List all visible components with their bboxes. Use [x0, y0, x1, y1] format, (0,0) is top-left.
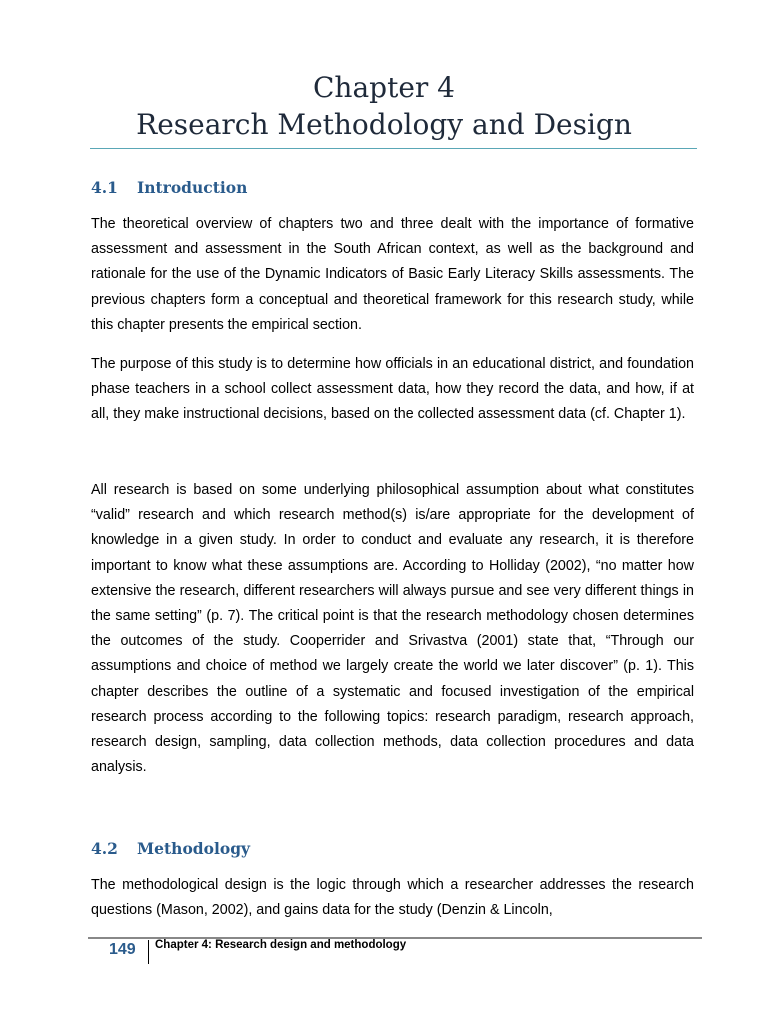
- page-number: 149: [109, 941, 136, 958]
- paragraph-methodological-design: The methodological design is the logic through which a researcher addresses the research questions (Mason, 2002), and gains data for the study (Denzin & Lincoln,: [91, 877, 694, 919]
- footer-separator: [148, 940, 149, 964]
- running-footer-title: Chapter 4: Research design and methodology: [155, 939, 407, 951]
- section-title: Introduction: [137, 178, 248, 197]
- chapter-heading: Research Methodology and Design: [136, 108, 632, 141]
- chapter-title: [0, 70, 768, 144]
- section-heading-methodology: [91, 839, 250, 858]
- section-title: Methodology: [137, 839, 251, 858]
- paragraph-philosophical-assumptions: All research is based on some underlying philosophical assumption about what constitutes “valid” research and which research method(s) is/are appropriate for the development of knowledge in a given study. In order to conduct and evaluate any research, it is therefore important to know what these assumptions are. According to Holliday (2002), “no matter how extensive the research, different researchers will always pursue and see very different things in the same setting” (p. 7). The critical point is that the research methodology chosen determines the outcomes of the study. Cooperrider and Srivastva (2001) state that, “Through our assumptions and choice of method we largely create the world we later discover” (p. 1). This chapter describes the outline of a systematic and focused investigation of the empirical research process according to the following topics: research paradigm, research approach, research design, sampling, data collection methods, data collection procedures and data analysis.: [91, 482, 694, 776]
- section-number: 4.1: [91, 178, 118, 197]
- paragraph-study-purpose: The purpose of this study is to determine how officials in an educational district, and foundation phase teachers in a school collect assessment data, how they record the data, and how, if at all, they make instructional decisions, based on the collected assessment data (cf. Chapter 1).: [91, 356, 694, 423]
- section-number: 4.2: [91, 839, 118, 858]
- chapter-label: Chapter 4: [313, 71, 455, 104]
- paragraph-intro-overview: The theoretical overview of chapters two and three dealt with the importance of formative assessment and assessment in the South African context, as well as the background and rationale for the use of the Dynamic Indicators of Basic Early Literacy Skills assessments. The previous chapters form a conceptual and theoretical framework for this research study, while this chapter presents the empirical section.: [91, 216, 694, 333]
- section-heading-introduction: [91, 178, 247, 197]
- title-divider: [90, 148, 697, 149]
